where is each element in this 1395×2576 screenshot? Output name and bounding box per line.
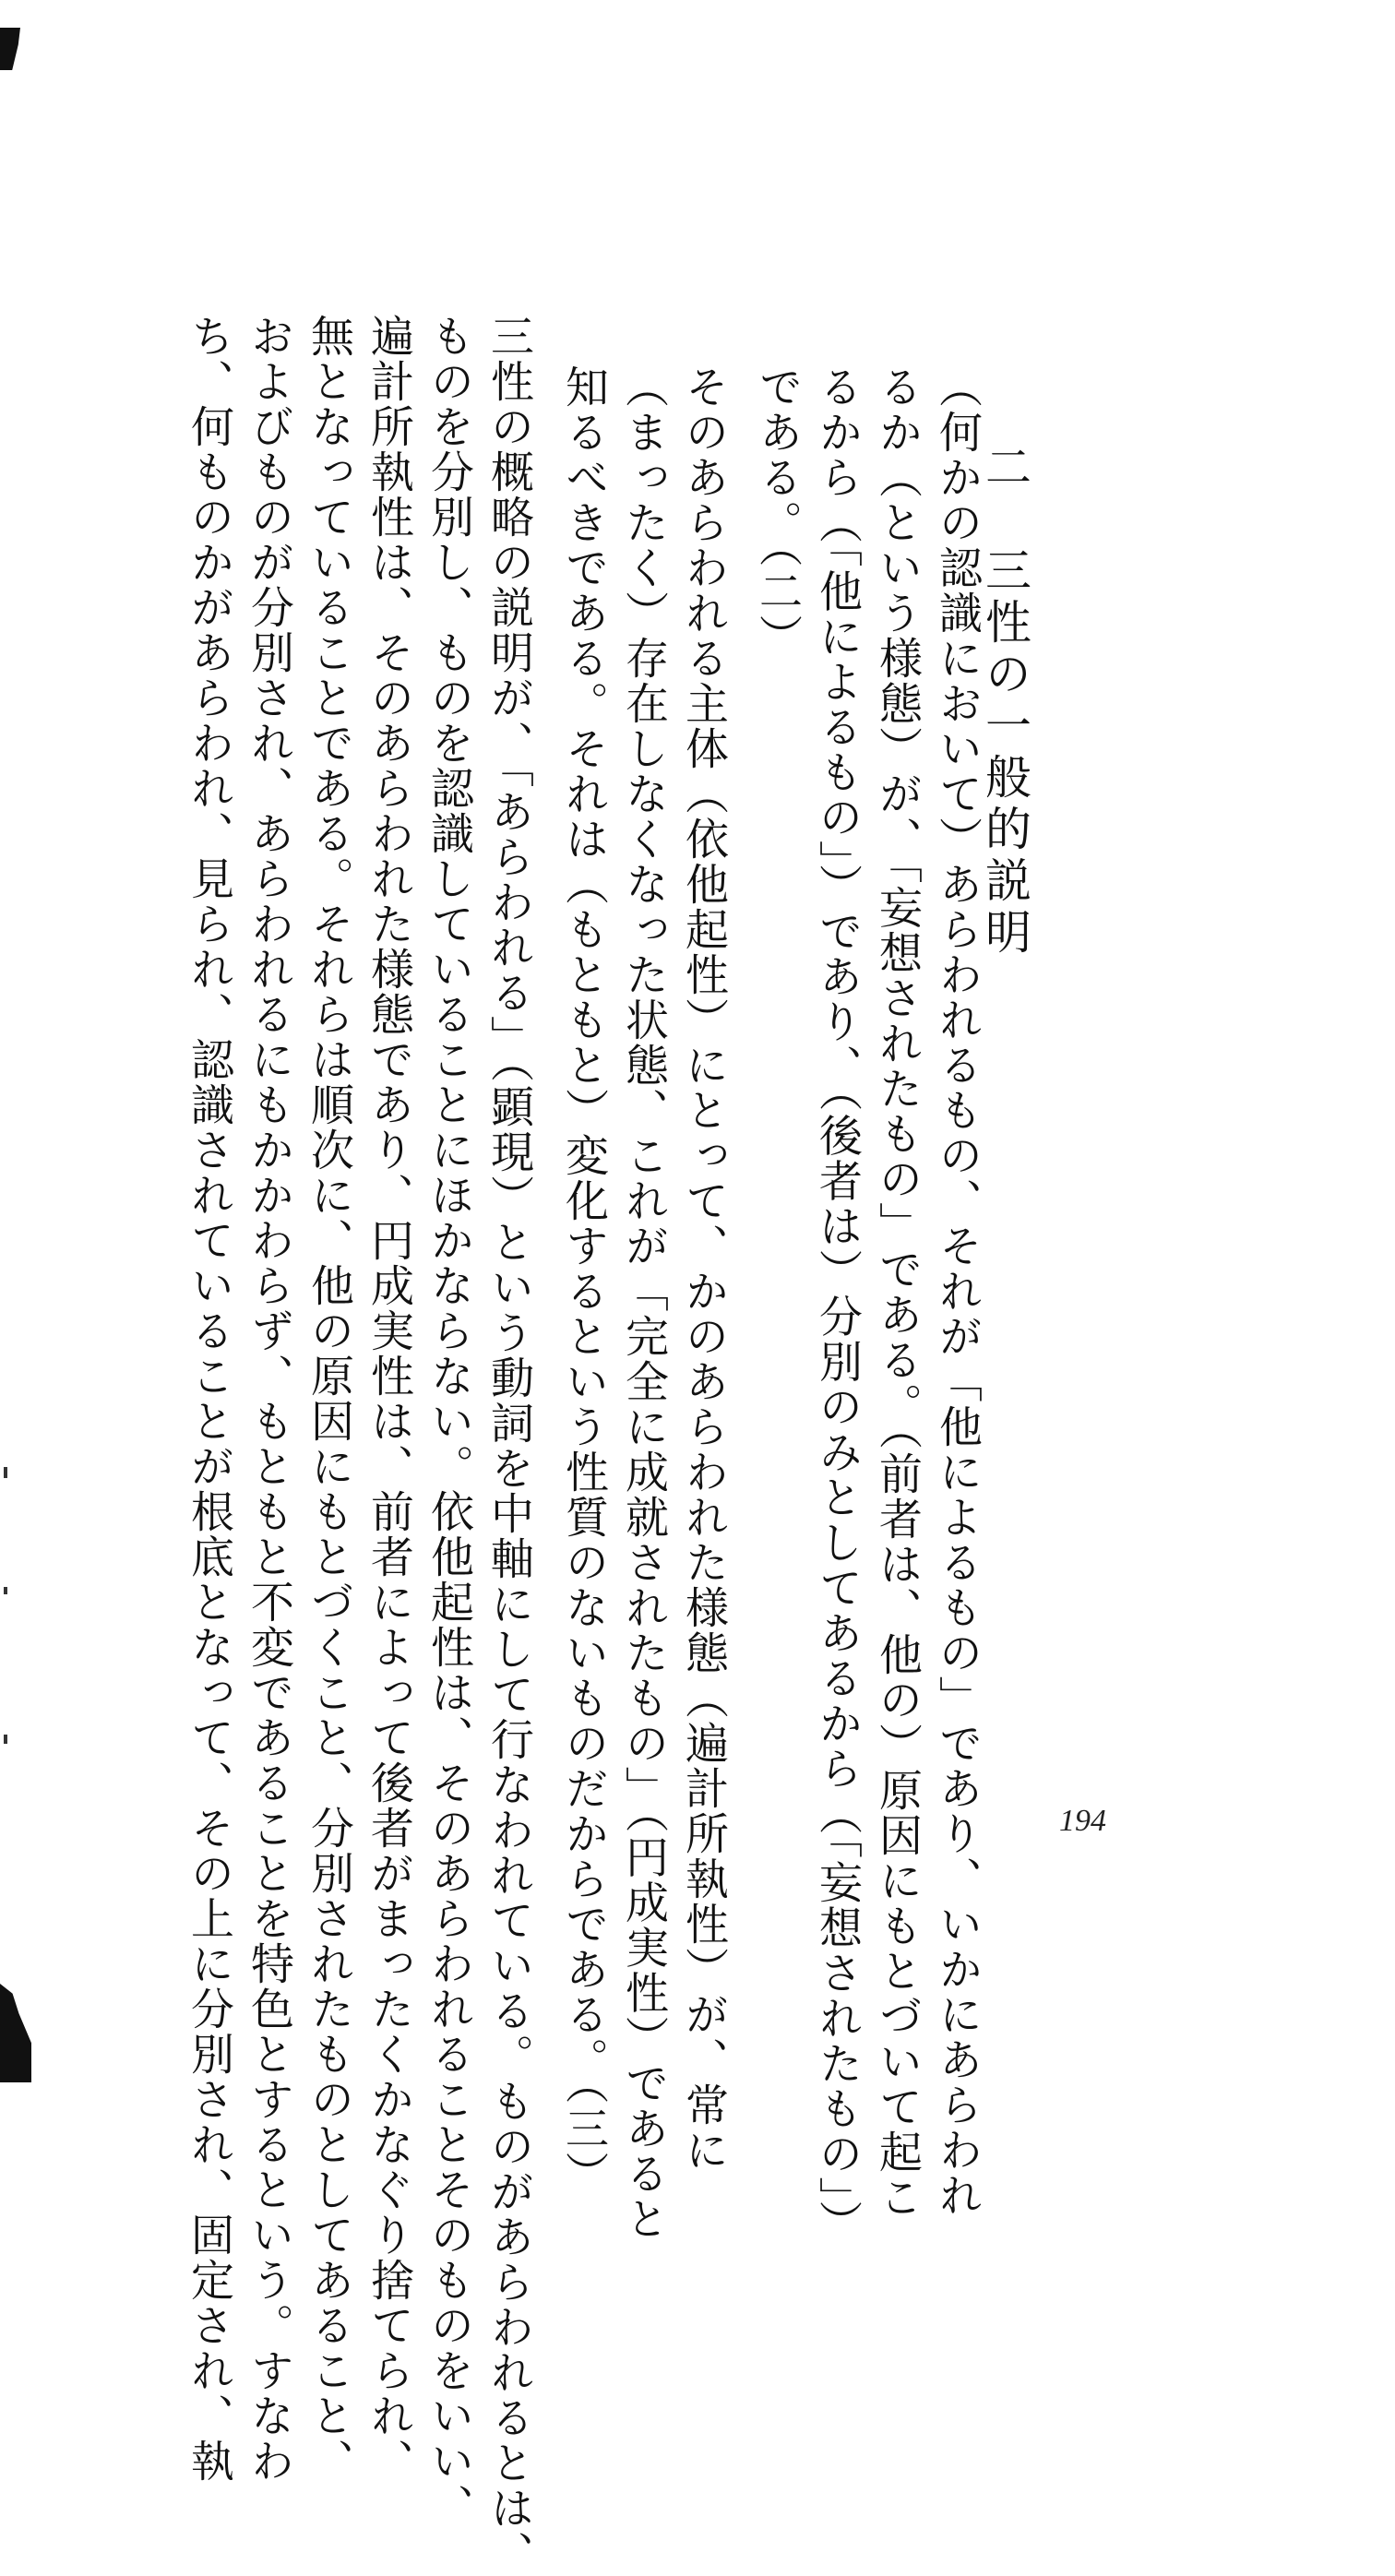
text-line: 無となっていることである。それらは順次に、他の原因にもとづくこと、分別されたものとしてあること、 [304, 314, 354, 2484]
text-line: 三性の概略の説明が、「あらわれる」（顕現）という動詞を中軸にして行なわれている。ものがあらわれるとは、 [483, 314, 534, 2576]
text-line: （何かの認識において）あらわれるもの、それが「他によるもの」であり、いかにあらわれ [932, 364, 983, 2218]
scan-edge-mark-top [0, 28, 20, 70]
paragraph-verse-2 [747, 364, 987, 2246]
text-line: ものを分別し、ものを認識していることにほかならない。依他起性は、そのあらわれることそのものをいい、 [423, 314, 474, 2529]
text-line: そのあらわれる主体（依他起性）にとって、かのあらわれた様態（遍計所執性）が、常に [678, 364, 729, 2173]
paragraph-verse-3 [554, 364, 733, 2242]
page-number: 194 [1059, 1804, 1106, 1838]
text-line: ち、何ものかがあらわれ、見られ、認識されていることが根底となって、その上に分別され、固定され、執 [184, 314, 234, 2484]
section-heading: 二 三性の一般的説明 [978, 443, 1031, 960]
text-line: （まったく）存在しなくなった状態、これが「完全に成就されたもの」（円成実性）であると [618, 364, 669, 2242]
text-line: である。（二） [752, 364, 803, 660]
scan-speck [4, 1467, 7, 1478]
text-line: るから（「他によるもの」）であり、（後者は）分別のみとしてあるから（「妄想されたもの」） [812, 364, 863, 2246]
scan-speck [4, 1587, 7, 1594]
paragraph-commentary [179, 314, 539, 2576]
scan-speck [4, 1735, 7, 1744]
text-line: るか（という様態）が、「妄想されたもの」である。（前者は、他の）原因にもとづいて起こ [872, 364, 923, 2220]
text-line: 遍計所執性は、そのあらわれた様態であり、円成実性は、前者によって後者がまったくかなぐり捨てられ、 [364, 314, 414, 2484]
scan-edge-mark-bottom [0, 1984, 31, 2082]
text-line: およびものが分別され、あらわれるにもかかわらず、もともと不変であることを特色とするという。すなわ [244, 314, 294, 2484]
text-line: 知るべきである。それは（もともと）変化するという性質のないものだからである。（三） [558, 364, 609, 2197]
